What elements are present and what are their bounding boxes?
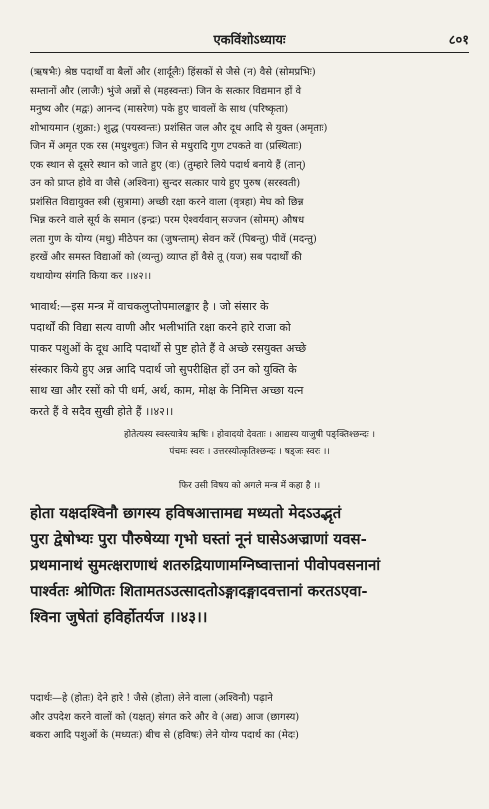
text-line: भावार्थ:—इस मन्त्र में वाचकलुप्तोपमालङ्कार है । जो संसार के — [30, 300, 269, 313]
text-line: शोभायमान (शुक्रा:) शुद्ध (पयस्वन्तः) प्रशंसित जल और दूध आदि से युक्त (अमृताः) — [30, 122, 328, 134]
text-line: जिन में अमृत एक रस (मधुश्चुतः) जिन से मधुरादि गुण टपकते वा (प्रस्थिताः) — [30, 141, 302, 152]
page-header — [30, 30, 469, 52]
rishi-devata-info — [30, 427, 469, 461]
mantra-line: श्विना जुषेतां हविर्होतर्यज ।।४३।। — [30, 608, 208, 626]
mantra-line: होता यक्षदश्विनौ छागस्य हविषआत्तामद्य मध्यतो मेदऽउद्भृतं — [30, 504, 342, 522]
text-line: उन को प्राप्त होवे वा जैसे (अश्विना) सुन्दर सत्कार पाये हुए पुरुष (सरस्वती) — [30, 178, 301, 189]
text-line: होतेत्यस्य स्वस्त्यात्रेय ऋषिः । होवादयो देवताः । आद्यस्य याजुषी पङ्क्तिश्छन्दः । — [123, 430, 375, 440]
text-line: पदार्थः—हे (होतः) देने हारे ! जैसे (होता) लेने वाला (अश्विनौ) पढ़ाने — [30, 693, 273, 704]
intro-line — [30, 478, 469, 495]
text-line: प्रशंसित विद्यायुक्त स्त्री (सुत्रामा) अच्छी रक्षा करने वाला (वृत्रहा) मेघ को छिन्न — [30, 196, 304, 208]
text-line: हरखें और समस्त विद्याओं को (व्यन्तु) व्याप्त हों वैसे तू (यज) सब पदार्थों की — [30, 252, 302, 263]
text-line: करते हैं वे सदैव सुखी होते हैं ।।४२।। — [30, 405, 174, 418]
text-line: सम्तानों और (लाजैः) भुंजे अन्नों से (महस्वन्तः) जिन के सत्कार विद्यमान हों वे — [30, 85, 302, 97]
text-line: मनुष्य और (मद्वः) आनन्द (मासरेण) पके हुए चावलों के साथ (परिष्कृता) — [30, 104, 289, 115]
bhavartha — [30, 296, 469, 422]
header-rule — [30, 52, 469, 53]
text-line: भिन्न करने वाले सूर्य के समान (इन्द्रः) परम ऐश्वर्यवान् सज्जन (सोमम्) औषध — [30, 215, 305, 226]
page-number: ८०१ — [448, 33, 469, 48]
padartha-prev — [30, 64, 469, 286]
mantra — [30, 500, 469, 630]
text-line: और उपदेश करने वालों को (यक्षत्) संगत करे और वे (अद्य) आज (छागस्य) — [30, 711, 300, 723]
mantra-line: पुरा द्वेषोभ्यः पुरा पौरुषेय्या गृभो घस्तां नूनं घासेऽअज्राणां यवस- — [30, 530, 367, 548]
text-line: एक स्थान से दूसरे स्थान को जाते हुए (वः) (तुम्हारे लिये पदार्थ बनाये हैं (तान्) — [30, 159, 306, 171]
mantra-line: प्रथमानाथं सुमत्क्षराणाथं शतरुद्रियाणामग्निष्वात्तानां पीवोपवसनानां — [30, 556, 381, 574]
text-line: यथायोग्य संगति किया कर ।।४२।। — [30, 270, 152, 282]
text-line: साथ खा और रसों को पी धर्म, अर्थ, काम, मोक्ष के निमित्त अच्छा यत्न — [30, 384, 304, 397]
text-line: बकरा आदि पशुओं के (मध्यतः) बीच से (हविषः) लेने योग्य पदार्थ का (मेदः) — [30, 730, 299, 741]
chapter-title: एकविंशोऽध्यायः — [213, 33, 286, 48]
text-line: (ऋषभैः) श्रेष्ठ पदार्थों वा बैलों और (शार्दूलैः) हिंसकों से जैसे (न) वैसे (सोमप्रभिः) — [30, 67, 316, 78]
padartha-next — [30, 690, 469, 746]
mantra-line: पार्श्वतः श्रोणितः शितामतऽउत्सादतोऽङ्गादङ्गादवत्तानां करतऽएवा- — [30, 582, 368, 600]
text-line: पंचमः स्वरः । उत्तरस्योत्कृतिश्छन्दः । षड्जः स्वरः ।। — [169, 447, 330, 457]
text-line: संस्कार किये हुए अन्न आदि पदार्थ जो सुपरीक्षित हों उन को युक्ति के — [30, 363, 297, 376]
text-line: लता गुण के योग्य (मधु) मीठेपन का (जुषन्ताम्) सेवन करें (पिबन्तु) पीवें (मदन्तु) — [30, 233, 317, 245]
text-line: फिर उसी विषय को अगले मन्त्र में कहा है ।। — [178, 481, 321, 491]
text-line: पाकर पशुओं के दूध आदि पदार्थों से पुष्ट होते हैं वे अच्छे रसयुक्त अच्छे — [30, 342, 307, 355]
text-line: पदार्थों की विद्या सत्य वाणी और भलीभांति रक्षा करने हारे राजा को — [30, 321, 291, 334]
